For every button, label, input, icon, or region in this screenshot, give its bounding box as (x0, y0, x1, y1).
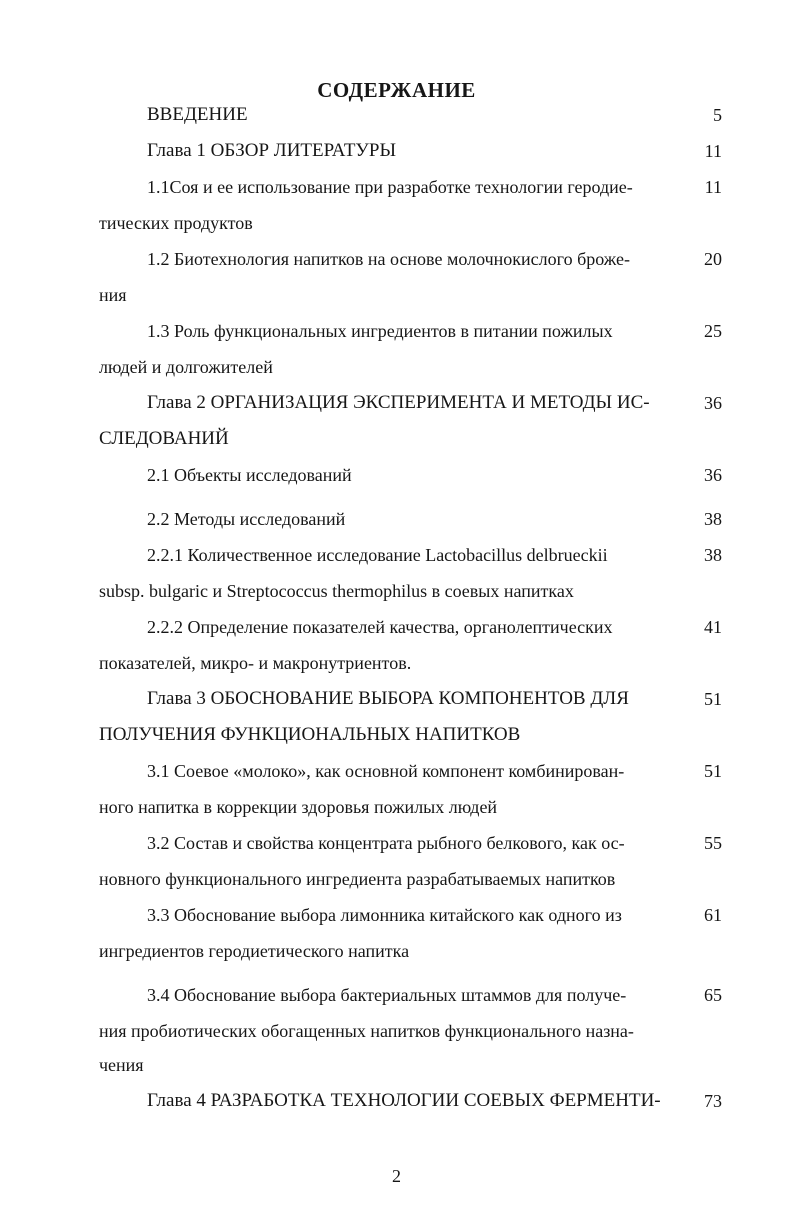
toc-entry-text: 2.1 Объекты исследований (147, 465, 352, 485)
toc-entry-text: 3.4 Обоснование выбора бактериальных штаммов для получе- (147, 985, 627, 1005)
toc-page-number: 55 (704, 833, 722, 853)
toc-page-number: 51 (704, 689, 722, 709)
toc-entry-text: Глава 3 ОБОСНОВАНИЕ ВЫБОРА КОМПОНЕНТОВ ДЛЯ (147, 688, 629, 709)
toc-entry-text: 2.2 Методы исследований (147, 509, 346, 529)
toc-entry-text-continued: новного функционального ингредиента разрабатываемых напитков (99, 869, 616, 889)
toc-entry-text-continued: ния пробиотических обогащенных напитков функционального назна- (99, 1021, 634, 1041)
toc-entry-text-continued: СЛЕДОВАНИЙ (99, 428, 229, 449)
toc-page-number: 20 (704, 249, 722, 269)
toc-entry-text-continued: subsp. bulgaric и Streptococcus thermophilus в соевых напитках (99, 581, 574, 601)
toc-entry-text-continued: ния (99, 285, 127, 305)
toc-page-number: 65 (704, 985, 722, 1005)
toc-entry-text: 1.2 Биотехнология напитков на основе молочнокислого броже- (147, 249, 630, 269)
toc-entry-text-continued: ного напитка в коррекции здоровья пожилых людей (99, 797, 498, 817)
toc-entry-text: 3.1 Соевое «молоко», как основной компонент комбинирован- (147, 761, 625, 781)
toc-entry-text: 1.1Соя и ее использование при разработке технологии геродие- (147, 177, 633, 197)
toc-entry-text: Глава 4 РАЗРАБОТКА ТЕХНОЛОГИИ СОЕВЫХ ФЕРМЕНТИ- (147, 1090, 661, 1111)
toc-entry-text: 3.3 Обоснование выбора лимонника китайского как одного из (147, 905, 622, 925)
toc-entry-text: 2.2.2 Определение показателей качества, органолептических (147, 617, 613, 637)
toc-entry-text-continued: тических продуктов (99, 213, 253, 233)
toc-page-number: 51 (704, 761, 722, 781)
toc-entry-text-continued: ПОЛУЧЕНИЯ ФУНКЦИОНАЛЬНЫХ НАПИТКОВ (99, 724, 521, 745)
toc-entry-text: 3.2 Состав и свойства концентрата рыбного белкового, как ос- (147, 833, 625, 853)
toc-page-number: 25 (704, 321, 722, 341)
toc-page-number: 38 (704, 509, 722, 529)
toc-page-number: 11 (704, 141, 722, 161)
toc-entry-text-continued: показателей, микро- и макронутриентов. (99, 653, 412, 673)
toc-page-number: 61 (704, 905, 722, 925)
toc-entry-text: 2.2.1 Количественное исследование Lactobacillus delbrueckii (147, 545, 608, 565)
toc-entry-text: ВВЕДЕНИЕ (147, 104, 248, 125)
toc-page-number: 73 (704, 1091, 722, 1111)
toc-page-number: 36 (704, 393, 722, 413)
toc-entry-text: Глава 2 ОРГАНИЗАЦИЯ ЭКСПЕРИМЕНТА И МЕТОДЫ ИС- (147, 392, 650, 413)
toc-entry-text-continued: чения (99, 1055, 144, 1075)
toc-title: СОДЕРЖАНИЕ (317, 78, 476, 102)
toc-entry-text-continued: ингредиентов геродиетического напитка (99, 941, 410, 961)
toc-page-number: 5 (713, 105, 722, 125)
toc-page-number: 38 (704, 545, 722, 565)
toc-page-number: 11 (704, 177, 722, 197)
toc-entry-text: Глава 1 ОБЗОР ЛИТЕРАТУРЫ (147, 140, 397, 161)
page-number: 2 (392, 1166, 401, 1186)
toc-entry-text-continued: людей и долгожителей (99, 357, 273, 377)
toc-entry-text: 1.3 Роль функциональных ингредиентов в питании пожилых (147, 321, 613, 341)
toc-page-number: 41 (704, 617, 722, 637)
toc-page-number: 36 (704, 465, 722, 485)
